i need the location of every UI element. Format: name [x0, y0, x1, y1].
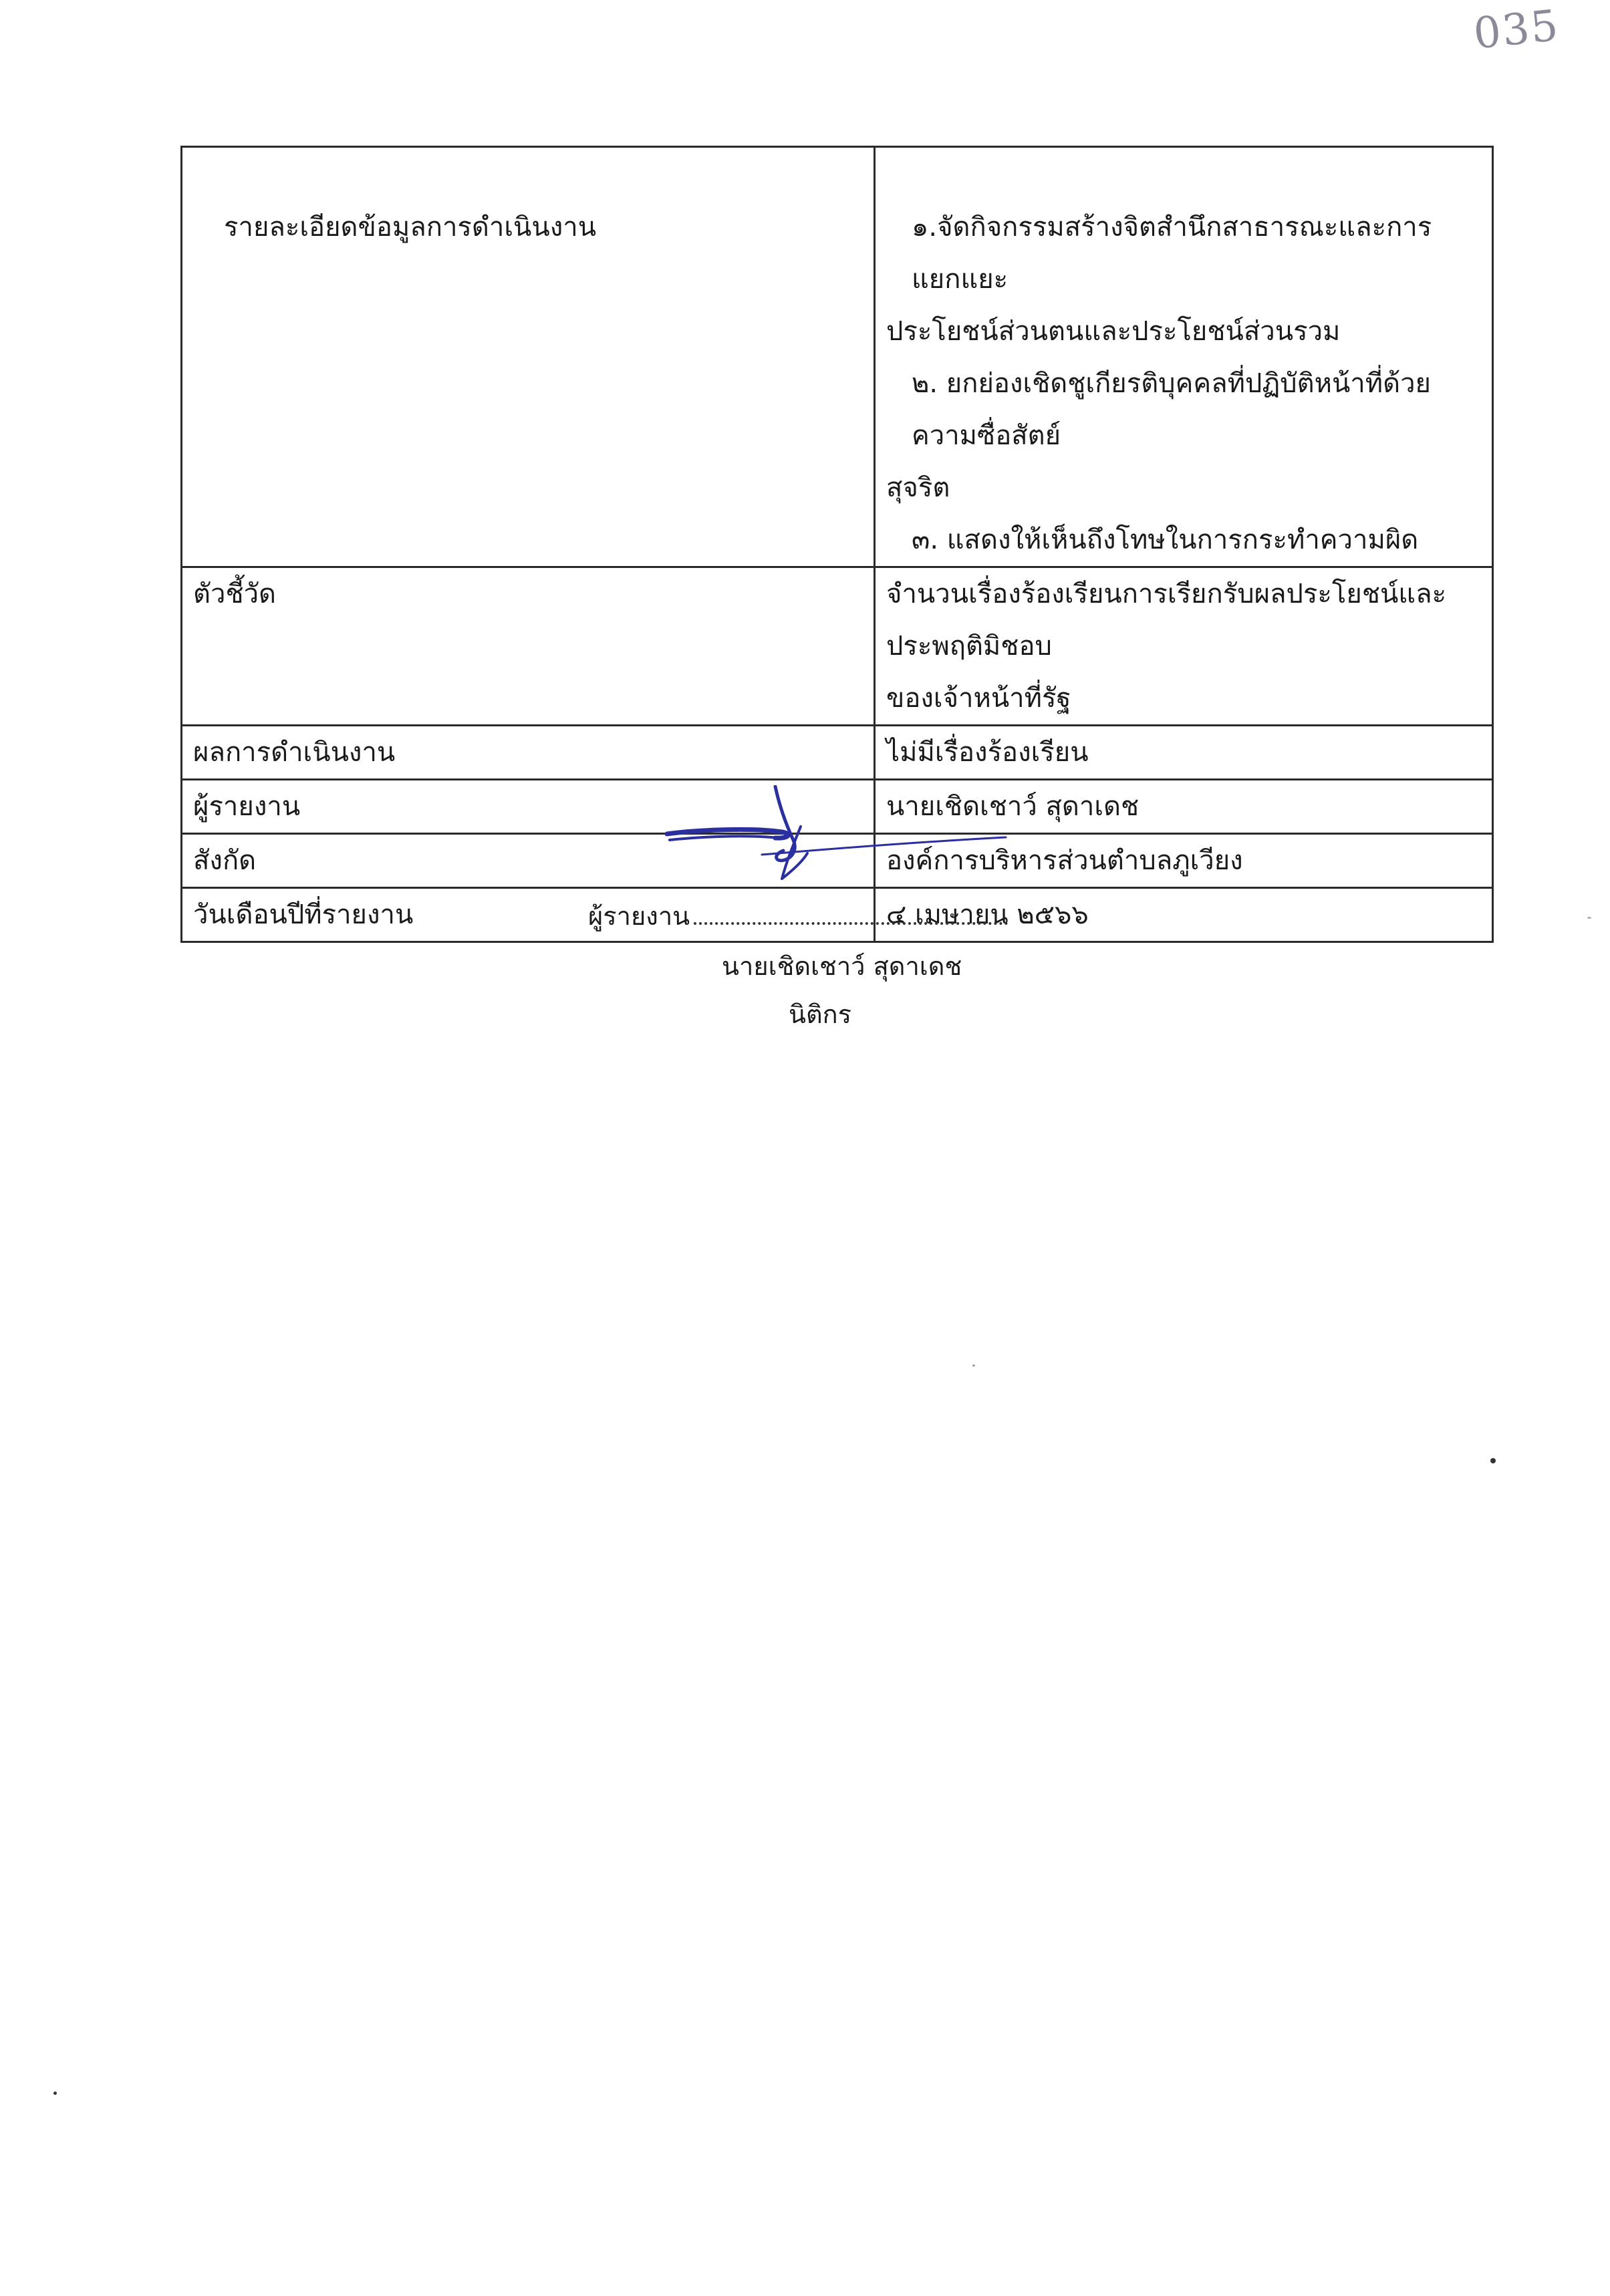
row-label: ผลการดำเนินงาน [193, 737, 396, 768]
row-label: วันเดือนปีที่รายงาน [193, 899, 414, 930]
table-row [182, 726, 1493, 780]
signatory-position: นิติกร [789, 1000, 852, 1029]
signatory-name: นายเชิดเชาว์ สุดาเดช [722, 952, 962, 981]
row-label: สังกัด [193, 845, 257, 876]
row-label-cell [182, 147, 875, 567]
handwritten-signature [662, 785, 1009, 899]
row-label: ตัวชี้วัด [193, 579, 277, 609]
reporter-signature-line [588, 895, 1008, 936]
scan-speck [972, 1365, 975, 1367]
detail-line: สุจริต [886, 472, 950, 503]
row-label: ผู้รายงาน [193, 791, 301, 822]
table-row [182, 147, 1493, 567]
scan-speck [1490, 1458, 1496, 1463]
row-label-cell [182, 726, 875, 780]
table-row [182, 567, 1493, 726]
row-label: รายละเอียดข้อมูลการดำเนินงาน [224, 212, 597, 243]
detail-line: ของเจ้าหน้าที่รัฐ [886, 683, 1071, 714]
row-label-cell [182, 567, 875, 726]
detail-line: จำนวนเรื่องร้องเรียนการเรียกรับผลประโยชน์และประพฤติมิชอบ [886, 579, 1447, 662]
detail-line: องค์การบริหารส่วนตำบลภูเวียง [886, 845, 1243, 876]
row-value-cell [875, 567, 1493, 726]
detail-line: ประโยชน์ส่วนตนและประโยชน์ส่วนรวม [886, 316, 1341, 347]
signature-block [588, 785, 1056, 1029]
detail-line: นายเชิดเชาว์ สุดาเดช [886, 791, 1139, 822]
detail-line: ๑.จัดกิจกรรมสร้างจิตสำนึกสาธารณะและการแยกแยะ [912, 212, 1432, 295]
scan-speck [1587, 917, 1591, 919]
row-value-cell [875, 147, 1493, 567]
scan-speck [53, 2092, 57, 2095]
reporter-label: ผู้รายงาน [588, 901, 690, 931]
detail-line: ๒. ยกย่องเชิดชูเกียรติบุคคลที่ปฏิบัติหน้าที่ด้วยความซื่อสัตย์ [912, 368, 1431, 451]
detail-line: ไม่มีเรื่องร้องเรียน [886, 737, 1089, 768]
page-number: 035 [1471, 1, 1562, 59]
dotted-signature-line [694, 915, 1008, 925]
row-value-cell [875, 726, 1493, 780]
detail-line: ๓. แสดงให้เห็นถึงโทษในการกระทำความผิด [912, 525, 1419, 555]
detail-line: ๔ เมษายน ๒๕๖๖ [886, 899, 1089, 930]
